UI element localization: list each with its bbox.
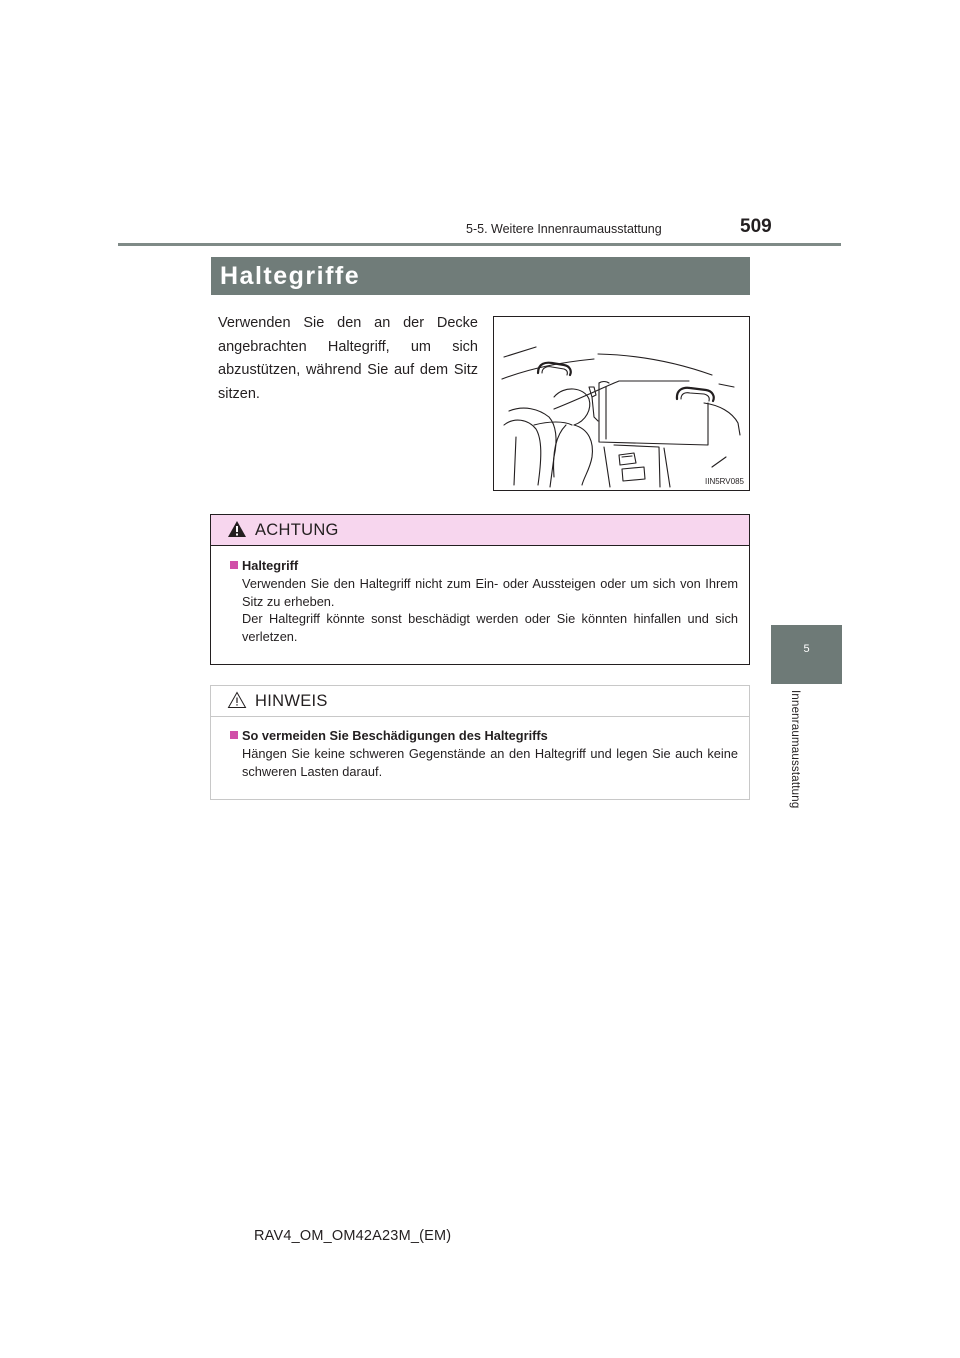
page-number: 509 [740,216,772,237]
header-section-title: 5-5. Weitere Innenraumausstattung [466,222,662,236]
car-interior-drawing [494,317,749,490]
section-title: Haltegriffe [220,262,361,290]
document-code: RAV4_OM_OM42A23M_(EM) [254,1228,452,1244]
notice-item-text: Hängen Sie keine schweren Gegenstände an den Haltegriff und legen Sie auch keine schweren Lasten darauf. [242,745,738,779]
warning-box [210,514,750,665]
bullet-square-icon [230,731,238,739]
warning-body [211,557,749,646]
figure-code: IIN5RV085 [705,477,744,486]
notice-title: HINWEIS [255,692,328,710]
warning-item-text-2: Der Haltegriff könnte sonst beschädigt werden oder Sie könnten hinfallen und sich verletzen. [242,611,738,645]
chapter-label: Innenraumausstattung [789,690,801,809]
chapter-number: 5 [803,643,810,655]
notice-triangle-icon [227,691,247,709]
notice-body [211,727,749,780]
warning-item-title: Haltegriff [230,557,738,575]
warning-title: ACHTUNG [255,521,339,539]
intro-paragraph: Verwenden Sie den an der Decke angebrachten Haltegriff, um sich abzustützen, während Sie auf dem Sitz sitzen. [218,315,478,402]
section-title-bar [211,257,750,295]
warning-item-text-1: Verwenden Sie den Haltegriff nicht zum Ein- oder Aussteigen oder um sich von Ihrem Sitz zu erheben. [242,575,738,609]
warning-header [211,515,749,546]
notice-header [211,686,749,717]
notice-box [210,685,750,800]
notice-item-title: So vermeiden Sie Beschädigungen des Haltegriffs [230,727,738,745]
header-divider [118,243,841,246]
warning-triangle-icon [227,520,247,538]
bullet-square-icon [230,561,238,569]
illustration-assist-grip [493,316,750,491]
